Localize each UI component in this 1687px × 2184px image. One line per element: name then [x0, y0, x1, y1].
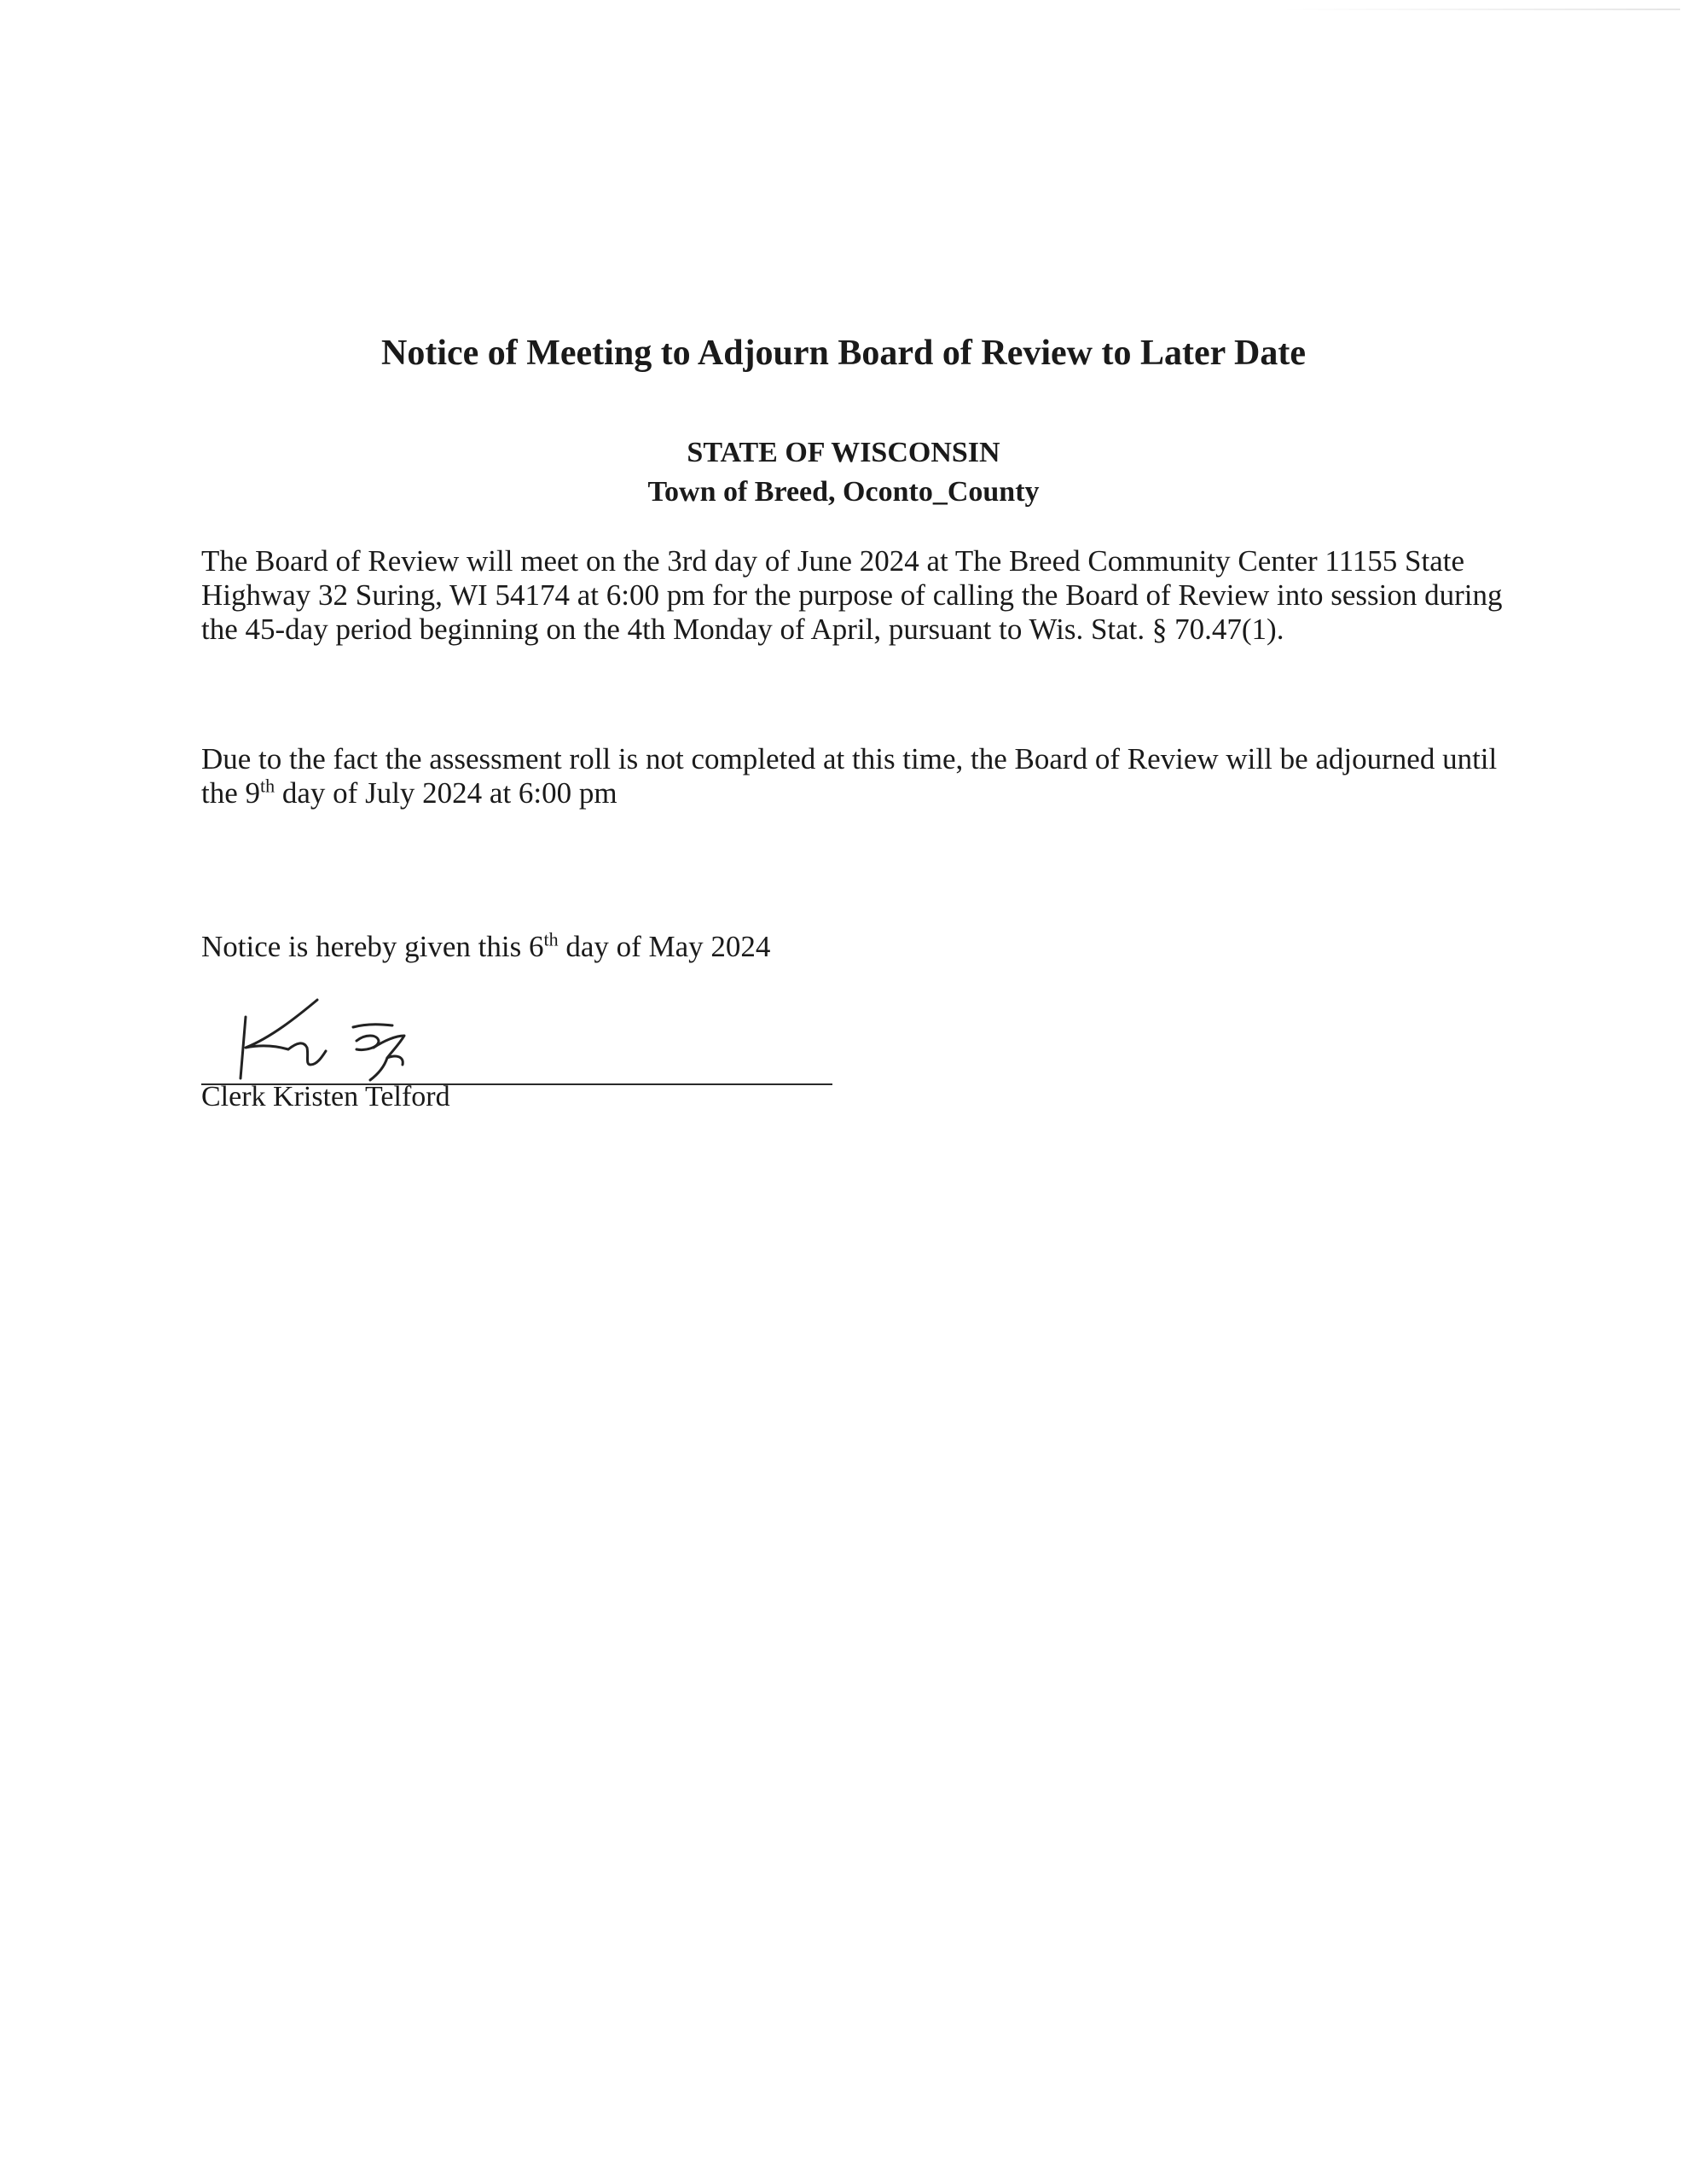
scan-edge-artifact: [1279, 9, 1680, 10]
clerk-name: Clerk Kristen Telford: [201, 1081, 450, 1112]
adjournment-text-end: day of July 2024 at 6:00 pm: [275, 776, 617, 810]
handwritten-signature: [229, 993, 484, 1087]
notice-text-start: Notice is hereby given this 6: [201, 930, 544, 963]
notice-text-end: day of May 2024: [558, 930, 771, 963]
state-heading: STATE OF WISCONSIN: [687, 437, 1000, 468]
notice-date-line: [201, 930, 1506, 964]
adjournment-text-start: Due to the fact the assessment roll is not completed at this time, the Board of Review will be adjourned until the 9: [201, 742, 1498, 810]
document-title: Notice of Meeting to Adjourn Board of Review to Later Date: [381, 334, 1306, 373]
adjournment-paragraph: [201, 742, 1506, 810]
meeting-paragraph: The Board of Review will meet on the 3rd day of June 2024 at The Breed Community Center 11155 State Highway 32 Suring, WI 54174 at 6:00 pm for the purpose of calling the Board of Review into session during the 45-day period beginning on the 4th Monday of April, pursuant to Wis. Stat. § 70.47(1).: [201, 544, 1503, 646]
ordinal-suffix: th: [543, 928, 559, 950]
town-heading: Town of Breed, Oconto_County: [647, 476, 1040, 508]
ordinal-suffix: th: [260, 775, 275, 797]
